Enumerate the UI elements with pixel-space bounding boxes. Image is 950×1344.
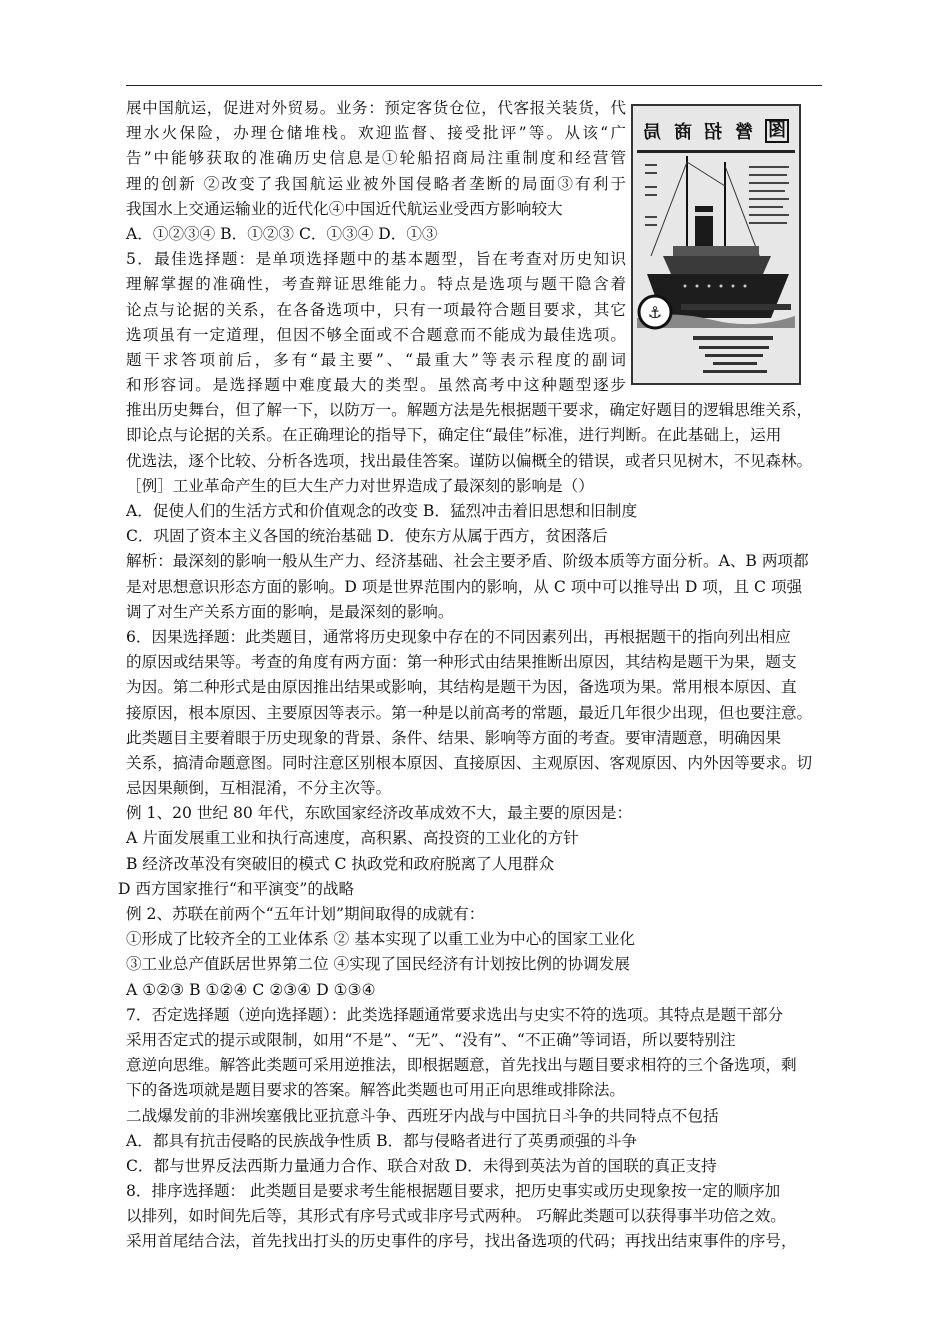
text-line: 此类题目主要着眼于历史现象的背景、条件、结果、影响等方面的考查。要审清题意，明确因果 [126,728,781,747]
answer-options: A ①②③ B ①②④ C ②③④ D ①③④ [126,980,376,999]
text-line: 以排列，如时间先后等，其形式有序号式或非序号式两种。 巧解此类题可以获得事半功倍之效。 [126,1207,786,1226]
section-heading: 6．因果选择题：此类题目，通常将历史现象中存在的不同因素列出，再根据题干的指向列出相应 [126,627,791,646]
text-line: 论点与论据的关系，在各备选项中，只有一项最符合题目要求，其它 [126,300,626,319]
answer-options: ③工业总产值跃居世界第二位 ④实现了国民经济有计划按比例的协调发展 [126,955,630,974]
example-question: 例 2、苏联在前两个“五年计划”期间取得的成就有： [126,905,485,923]
text-line: 下的备选项就是题目要求的答案。解答此类题也可用正向思维或排除法。 [126,1081,626,1100]
ad-title-char: 商 [673,122,692,143]
header-rule [126,85,822,86]
ad-title-char: 图 [765,119,789,143]
text-line: 是对思想意识形态方面的影响。D 项是世界范围内的影响，从 C 项中可以推导出 D 项，且 C 项强 [126,577,803,596]
text-line: 意逆向思维。解答此类题可采用逆推法，即根据题意，首先找出与题目要求相符的三个备选项，剩 [126,1056,797,1075]
answer-options: D 西方国家推行“和平演变”的战略 [118,879,355,898]
text-line: 选项虽有一定道理，但因不够全面或不合题意而不能成为最佳选项。 [126,325,626,344]
example-question: 例 1、20 世纪 80 年代，东欧国家经济改革成效不大，最主要的原因是： [126,804,633,823]
text-line: 我国水上交通运输业的近代化④中国近代航运业受西方影响较大 [126,199,563,218]
text-line: 接原因，根本原因、主要原因等表示。第一种是以前高考的常题，最近几年很少出现，但也要注意。 [126,703,813,722]
section-heading: 8．排序选择题： 此类题目是要求考生能根据题目要求，把历史事实或历史现象按一定的顺序加 [126,1182,781,1201]
text-line: 题干求答项前后，多有“最主要”、“最重大”等表示程度的副词 [126,350,626,369]
answer-options: C．巩固了资本主义各国的统治基础 D．使东方从属于西方，贫困落后 [126,527,608,546]
text-line: 优选法，逐个比较、分析各选项，找出最佳答案。谨防以偏概全的错误，或者只见树木，不见森林。 [126,451,813,470]
answer-options: A．促使人们的生活方式和价值观念的改变 B．猛烈冲击着旧思想和旧制度 [126,502,638,520]
text-line: 和形容词。是选择题中难度最大的类型。虽然高考中这种题型逐步 [126,376,626,395]
text-line: 告”中能够获取的准确历史信息是①轮船招商局注重制度和经营管 [126,149,626,168]
text-line: 为因。第二种形式是由原因推出结果或影响，其结构是题干为因，备选项为果。常用根本原因、直 [126,678,797,697]
ad-title-char: 招 [704,122,722,143]
section-heading: 5．最佳选择题：是单项选择题中的基本题型，旨在考查对历史知识 [126,250,626,269]
text-line: 即论点与论据的关系。在正确理论的指导下，确定住“最佳”标准，进行判断。在此基础上，运用 [126,426,782,445]
section-heading: 7．否定选择题（逆向选择题）：此类选择题通常要求选出与史实不符的选项。其特点是题干部分 [126,1005,784,1024]
text-line: 忌因果颠倒，互相混淆，不分主次等。 [126,779,392,798]
answer-options: A．都具有抗击侵略的民族战争性质 B．都与侵略者进行了英勇顽强的斗争 [126,1131,638,1150]
example-question: 二战爆发前的非洲埃塞俄比亚抗意斗争、西班牙内战与中国抗日斗争的共同特点不包括 [126,1106,719,1125]
text-line: 展中国航运，促进对外贸易。业务：预定客货仓位，代客报关装货，代 [126,99,626,117]
ad-title-char: 局 [643,122,661,143]
ad-title-char: 營 [734,122,753,143]
text-line: 调了对生产关系方面的影响，是最深刻的影响。 [126,602,454,621]
text-line: 理解掌握的准确性，考查辩证思维能力。特点是选项与题干隐含着 [126,275,626,294]
text-line: 理水火保险，办理仓储堆栈。欢迎监督、接受批评”等。从该“广 [126,124,626,143]
answer-options: B 经济改革没有突破旧的模式 C 执政党和政府脱离了人甩群众 [126,854,555,873]
text-line: 推出历史舞台，但了解一下，以防万一。解题方法是先根据题干要求，确定好题目的逻辑思维关系， [126,401,813,420]
answer-options: C．都与世界反法西斯力量通力合作、联合对敌 D．未得到英法为首的国联的真正支持 [126,1156,717,1175]
answer-options: A．①②③④ B．①②③ C．①③④ D．①③ [126,224,438,243]
text-line: 解析：最深刻的影响一般从生产力、经济基础、社会主要矛盾、阶级本质等方面分析。A、B 两项都 [126,552,809,571]
text-line: 关系，搞清命题意图。同时注意区别根本原因、直接原因、主观原因、客观原因、内外因等要求。切 [126,753,813,772]
document-body [118,96,826,1255]
answer-options: ①形成了比较齐全的工业体系 ② 基本实现了以重工业为中心的国家工业化 [126,930,635,949]
text-line: 的原因或结果等。考查的角度有两方面：第一种形式由结果推断出原因，其结构是题干为果，题支 [126,653,797,672]
example-question: ［例］工业革命产生的巨大生产力对世界造成了最深刻的影响是（） [126,476,594,495]
text-line: 理的创新 ②改变了我国航运业被外国侵略者垄断的局面③有利于 [126,174,626,193]
answer-options: A 片面发展重工业和执行高速度，高积累、高投资的工业化的方针 [126,829,579,848]
text-line: 采用否定式的提示或限制，如用“不是”、“无”、“没有”、“不正确”等词语，所以要特别注 [126,1030,736,1049]
text-line: 采用首尾结合法，首先找出打头的历史事件的序号，找出备选项的代码；再找出结束事件的序号， [126,1232,797,1251]
svg-text:⚓: ⚓ [647,303,663,322]
